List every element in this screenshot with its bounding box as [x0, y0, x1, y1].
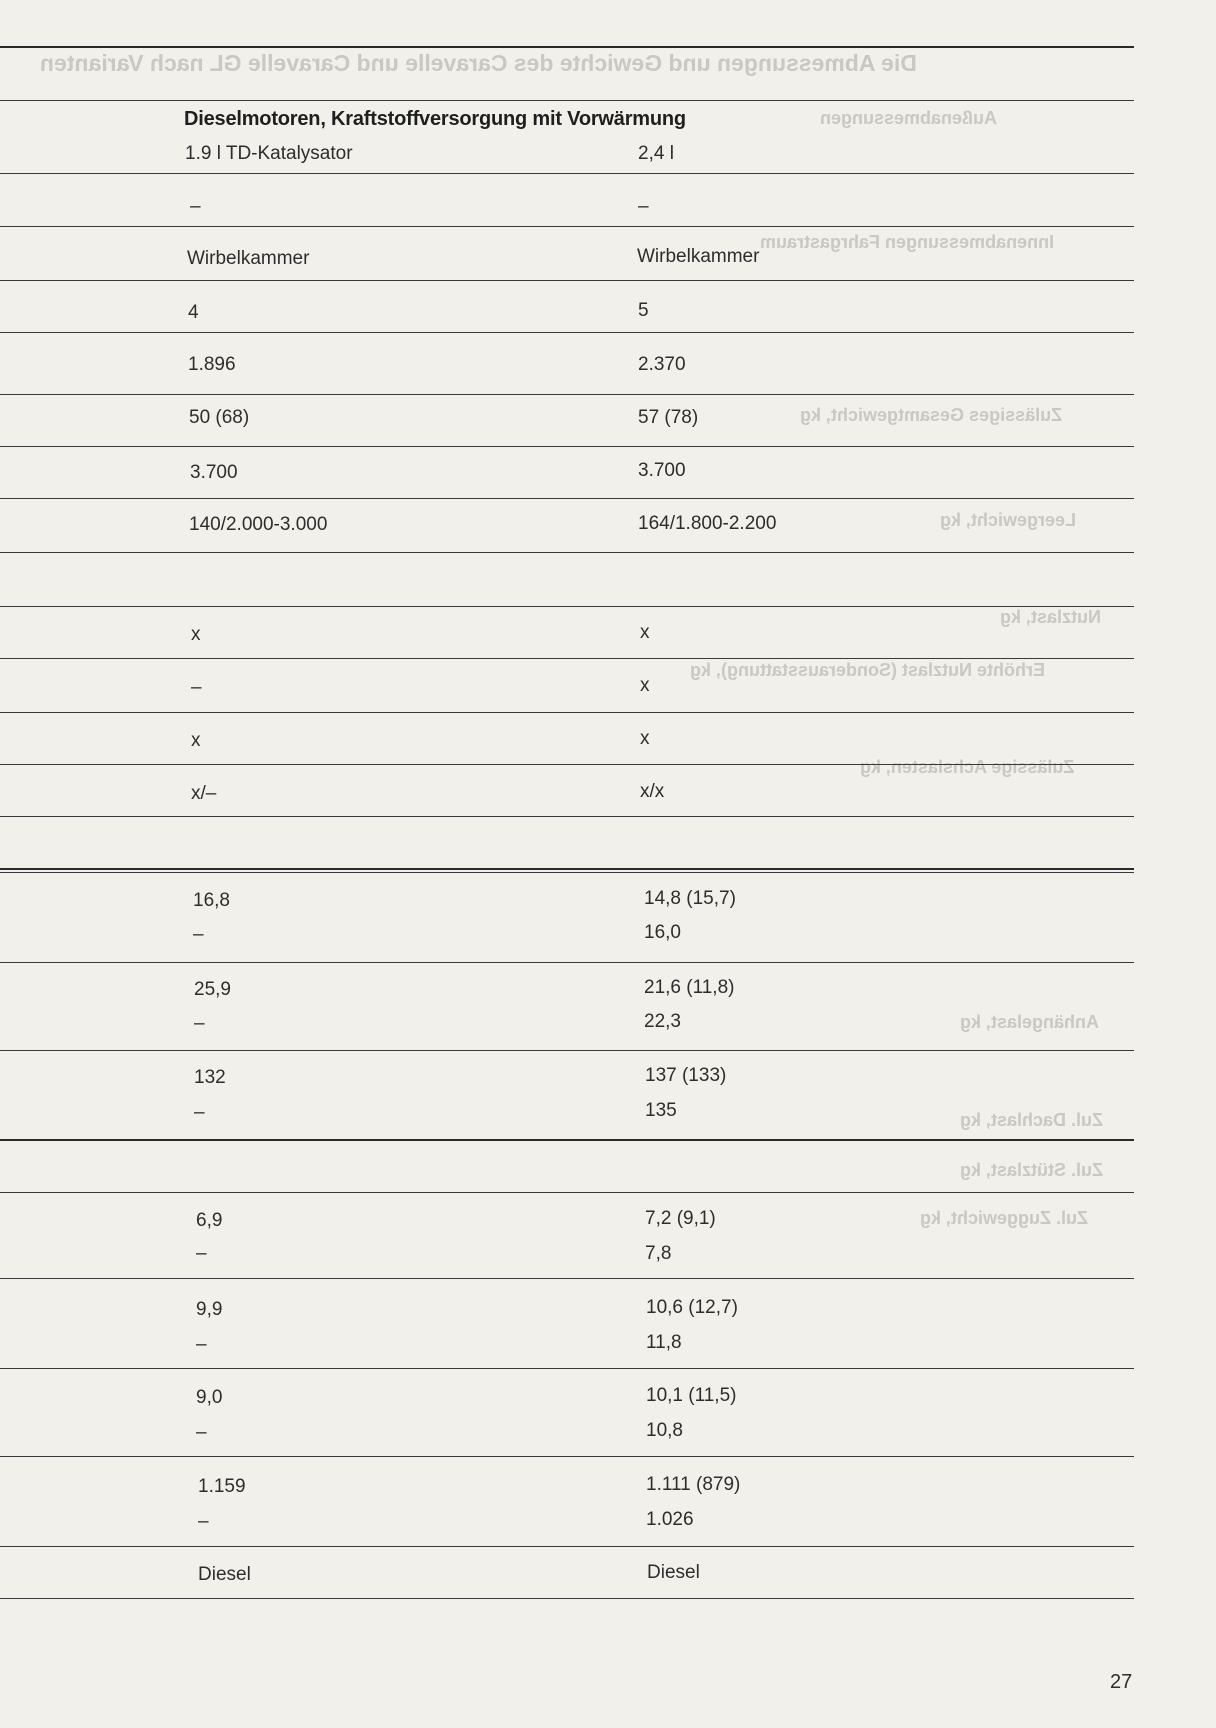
table-cell-b: x [640, 622, 650, 643]
table-cell-b2: 7,8 [645, 1243, 672, 1264]
table-cell-b: 10,6 (12,7) [646, 1297, 738, 1318]
table-cell-b: 57 (78) [638, 407, 699, 428]
page-number: 27 [1110, 1671, 1133, 1693]
table-cell-b: x/x [640, 781, 665, 802]
bleed-through-heading: Nutzlast, kg [1000, 607, 1102, 627]
table-rule [0, 1546, 1134, 1547]
table-cell-b: 10,1 (11,5) [646, 1385, 737, 1406]
bleed-through-heading: Zulässige Achslasten, kg [860, 757, 1075, 777]
table-cell-a: 1.896 [188, 354, 236, 375]
table-cell-a2: – [196, 1422, 207, 1443]
table-rule [0, 658, 1134, 659]
table-cell-a2: – [194, 1013, 205, 1034]
table-cell-a2: – [194, 1102, 205, 1123]
column-b-header: 2,4 l [638, 143, 674, 164]
table-cell-a2: – [196, 1334, 207, 1355]
bleed-through-heading: Anhängelast, kg [960, 1012, 1100, 1032]
table-cell-b: 7,2 (9,1) [645, 1208, 716, 1229]
table-rule [0, 1456, 1134, 1457]
bleed-through-heading: Zul. Zuggewicht, kg [920, 1208, 1088, 1228]
table-cell-a: 16,8 [193, 890, 230, 911]
table-rule [0, 46, 1134, 48]
bleed-through-heading: Zul. Stützlast, kg [960, 1160, 1104, 1180]
table-cell-b: 5 [638, 300, 649, 321]
table-cell-a2: – [196, 1243, 207, 1264]
table-cell-a: 1.159 [198, 1476, 246, 1497]
table-rule [0, 868, 1134, 870]
table-cell-a: 9,9 [196, 1299, 223, 1320]
table-cell-b: x [640, 728, 650, 749]
bleed-through-heading: Außenabmessungen [820, 108, 998, 128]
table-cell-a: 140/2.000-3.000 [189, 514, 328, 535]
table-cell-b: 1.111 (879) [646, 1474, 741, 1495]
section-heading: Dieselmotoren, Kraftstoffversorgung mit Vorwärmung [184, 108, 686, 130]
table-cell-a2: – [193, 924, 204, 945]
table-cell-a: 132 [194, 1067, 226, 1088]
table-cell-b: Diesel [647, 1562, 700, 1583]
table-cell-b2: 10,8 [646, 1420, 683, 1441]
table-cell-b: Wirbelkammer [637, 246, 760, 267]
table-rule [0, 764, 1134, 765]
table-rule [0, 280, 1134, 281]
table-cell-a: – [190, 196, 201, 217]
table-cell-b: 2.370 [638, 354, 686, 375]
bleed-through-heading: Leergewicht, kg [940, 510, 1077, 530]
table-rule [0, 962, 1134, 963]
table-rule [0, 173, 1134, 174]
table-rule [0, 1050, 1134, 1051]
table-cell-b2: 16,0 [644, 922, 681, 943]
table-rule [0, 712, 1134, 713]
table-rule [0, 394, 1134, 395]
table-cell-b: 3.700 [638, 460, 686, 481]
bleed-through-title: Die Abmessungen und Gewichte des Caravelle und Caravelle GL nach Varianten [40, 50, 917, 76]
table-cell-a: Wirbelkammer [187, 248, 310, 269]
table-cell-a: 25,9 [194, 979, 231, 1000]
table-cell-b: 137 (133) [645, 1065, 727, 1086]
table-rule [0, 332, 1134, 333]
bleed-through-heading: Zul. Dachlast, kg [960, 1110, 1104, 1130]
table-rule [0, 1192, 1134, 1193]
table-cell-a: x [191, 730, 201, 751]
table-rule [0, 872, 1134, 873]
table-rule [0, 100, 1134, 101]
table-cell-a: 3.700 [190, 462, 238, 483]
table-cell-b2: 1.026 [646, 1509, 694, 1530]
bleed-through-heading: Zulässiges Gesamtgewicht, kg [800, 405, 1063, 425]
table-cell-b2: 22,3 [644, 1011, 681, 1032]
table-cell-a: Diesel [198, 1564, 251, 1585]
table-cell-a: x/– [191, 783, 217, 804]
bleed-through-heading: Erhöhte Nutzlast (Sonderausstattung), kg [690, 660, 1046, 680]
table-cell-b2: 11,8 [646, 1332, 682, 1353]
table-rule [0, 1598, 1134, 1599]
table-rule [0, 552, 1134, 553]
table-rule [0, 226, 1134, 227]
column-a-header: 1.9 l TD-Katalysator [185, 143, 353, 164]
bleed-through-heading: Innenabmessungen Fahrgastraum [760, 232, 1055, 252]
table-cell-b: x [640, 675, 650, 696]
table-rule [0, 1278, 1134, 1279]
table-cell-a: – [191, 677, 202, 698]
table-cell-a: 4 [188, 302, 199, 323]
table-cell-a: 9,0 [196, 1387, 223, 1408]
table-cell-a: 6,9 [196, 1210, 223, 1231]
table-cell-a: 50 (68) [189, 407, 250, 428]
table-cell-b: 164/1.800-2.200 [638, 513, 777, 534]
table-rule [0, 816, 1134, 817]
table-rule [0, 446, 1134, 447]
table-rule [0, 606, 1134, 607]
table-rule [0, 498, 1134, 499]
table-cell-b2: 135 [645, 1100, 677, 1121]
table-cell-a2: – [198, 1511, 209, 1532]
table-cell-b: 21,6 (11,8) [644, 977, 735, 998]
table-rule [0, 1368, 1134, 1369]
table-cell-b: 14,8 (15,7) [644, 888, 736, 909]
table-rule [0, 1139, 1134, 1141]
table-cell-a: x [191, 624, 201, 645]
table-cell-b: – [638, 196, 649, 217]
